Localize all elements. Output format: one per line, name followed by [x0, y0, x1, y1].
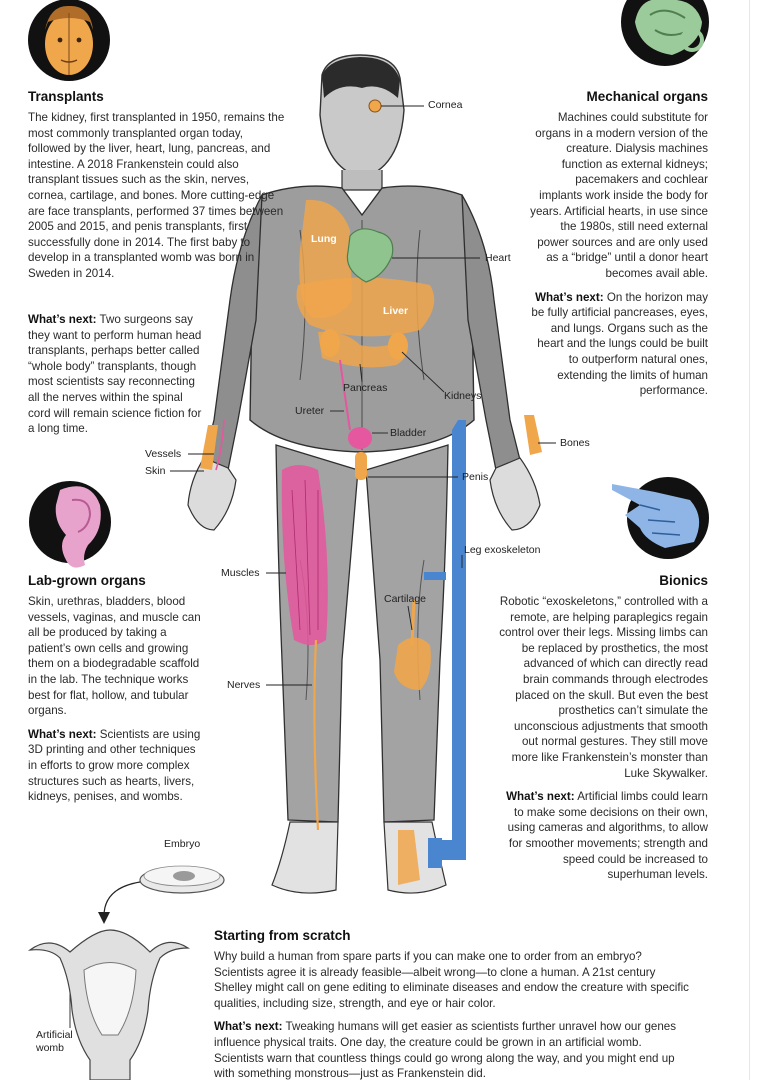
- liver-shape: [297, 278, 435, 337]
- label-liver: Liver: [383, 305, 409, 317]
- scratch-next-label: What’s next:: [214, 1020, 283, 1034]
- section-mechanical: [530, 88, 708, 399]
- labgrown-heading: Lab-grown organs: [28, 573, 146, 588]
- label-nerves: Nerves: [227, 679, 261, 691]
- label-skin: Skin: [145, 465, 166, 477]
- scratch-next-text: Tweaking humans will get easier as scientists further unravel how our genes influence physical traits. One day, the creature could be grown in an artificial womb. Scientists warn that countless things could go wrong along the way, and you might end up with something monstrous—just as Frankenstein did.: [214, 1020, 677, 1081]
- bionics-body: Robotic “exoskeletons,” controlled with a remote, are helping paraplegics regain control over their legs. Missing limbs can be replaced by prosthetics, the most advanced of which can directly read brain commands through electrodes placed on the skull. But even the best prosthetics can’t simulate the unconscious adjustments that smooth out normal gestures. They still move more like Frankenstein’s monster than Luke Skywalker.: [499, 595, 708, 780]
- transplants-heading: Transplants: [28, 89, 104, 104]
- label-kidneys: Kidneys: [444, 390, 482, 402]
- mechanical-heading: Mechanical organs: [586, 89, 708, 104]
- bladder-shape: [348, 427, 372, 449]
- label-leg-exoskeleton: Leg exoskeleton: [464, 544, 541, 556]
- section-labgrown: [28, 572, 206, 805]
- kidney-left-shape: [320, 329, 340, 357]
- section-transplants: [28, 88, 286, 282]
- bionics-heading: Bionics: [659, 573, 708, 588]
- scratch-body: Why build a human from spare parts if you can make one to order from an embryo? Scientists agree it is already feasible—albeit wrong—to clone a human. A 21st century Shelley might call on gene editing to eliminate diseases and endow the creature with specific qualities, including size, strength, and eye or hair color.: [214, 950, 689, 1010]
- artificial-womb-icon: [30, 930, 188, 1080]
- labgrown-next-label: What’s next:: [28, 727, 97, 741]
- label-heart: Heart: [485, 252, 511, 264]
- mechanical-next-text: On the horizon may be fully artificial pancreases, eyes, and lungs. Organs such as the heart and the lungs could be built to outperform natural ones, extending the limits of human performance.: [531, 290, 708, 398]
- label-lung: Lung: [311, 233, 337, 245]
- section-scratch: [214, 927, 694, 1082]
- labgrown-next-text: Scientists are using 3D printing and other techniques in efforts to grow more complex structures such as hearts, livers, kidneys, penises, and wombs.: [28, 727, 201, 804]
- penis-shape: [355, 452, 367, 480]
- page-edge-divider: [749, 0, 750, 1080]
- mechanical-heart-icon: [621, 0, 709, 66]
- bionics-next-label: What’s next:: [506, 790, 575, 804]
- label-bladder: Bladder: [390, 427, 427, 439]
- transplants-next: [28, 312, 208, 437]
- label-ureter: Ureter: [295, 405, 325, 417]
- embryo-dish-icon: [140, 866, 224, 893]
- label-bones: Bones: [560, 437, 590, 449]
- scratch-heading: Starting from scratch: [214, 928, 351, 943]
- arm-bone-patch: [524, 415, 542, 455]
- bionic-hand-icon: [612, 477, 709, 559]
- labgrown-body: Skin, urethras, bladders, blood vessels, vaginas, and muscle can all be produced by taking a patient’s own cells and growing them on a biodegradable scaffold in the lab. The technique works best for flat, hollow, and tubular organs.: [28, 595, 201, 718]
- kidney-right-shape: [388, 332, 408, 360]
- label-cornea: Cornea: [428, 99, 463, 111]
- arrow-curve: [104, 882, 140, 916]
- lab-grown-ear-icon: [29, 481, 111, 568]
- bionics-next-text: Artificial limbs could learn to make some decisions on their own, using cameras and algorithms, to allow for smoother movements; strength and speed could be increased to superhuman levels.: [507, 790, 708, 882]
- cornea-marker: [369, 100, 381, 112]
- label-artificial-womb: Artificial womb: [36, 1029, 73, 1054]
- label-pancreas: Pancreas: [343, 382, 388, 394]
- transplants-next-label: What’s next:: [28, 313, 97, 326]
- section-bionics: [498, 572, 708, 883]
- label-cartilage: Cartilage: [384, 593, 427, 605]
- transplants-body: The kidney, first transplanted in 1950, remains the most commonly transplanted organ today, followed by the liver, heart, lung, pancreas, and intestine. A 2018 Frankenstein could also transplant tissues such as the skin, nerves, cornea, cartilage, and bones. More cutting-edge are face transplants, performed 37 times between 2005 and 2015, and penis transplants, first successfully done in 2014. The first baby to develop in a transplanted womb was born in Sweden in 2014.: [28, 111, 285, 280]
- arrow-head-icon: [98, 912, 110, 924]
- label-vessels: Vessels: [145, 448, 182, 460]
- mechanical-next-label: What’s next:: [535, 290, 604, 304]
- face-transplant-icon: [28, 0, 110, 81]
- mechanical-body: Machines could substitute for organs in a modern version of the creature. Dialysis machines function as external kidneys; pacemakers and cochlear implants work inside the body for years. Artificial hearts, in use since the 1980s, still need external power sources and are only used as a “bridge” until a donor heart becomes avail able.: [530, 111, 708, 280]
- label-penis: Penis: [462, 471, 489, 483]
- cartilage-leader-shape: [412, 600, 414, 645]
- transplants-next-text: Two surgeons say they want to perform human head transplants, perhaps better called “whole body” transplants, though most scientists say reconnecting all the nerves within the spinal cord will remain science fiction for a long time.: [28, 313, 202, 436]
- label-embryo: Embryo: [164, 838, 201, 850]
- label-muscles: Muscles: [221, 567, 260, 579]
